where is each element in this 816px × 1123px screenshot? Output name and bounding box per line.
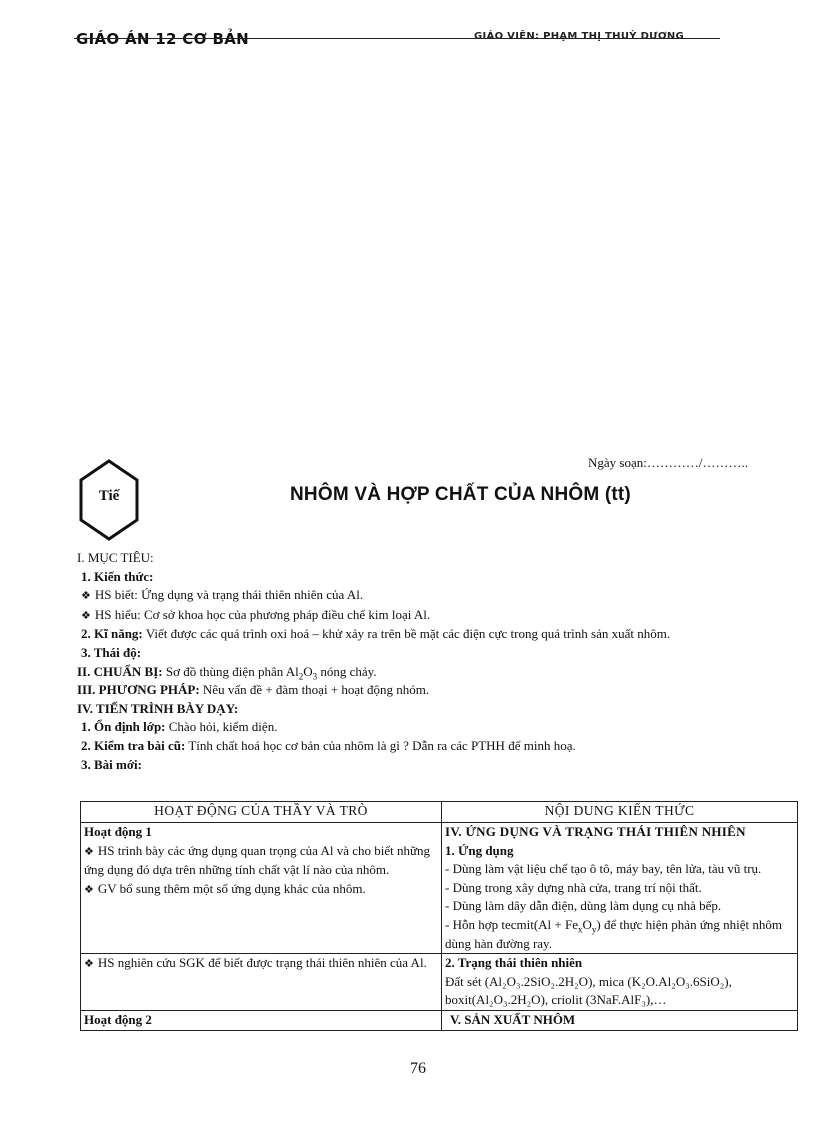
header-activities: HOẠT ĐỘNG CỦA THẦY VÀ TRÒ [81,802,442,823]
step1-label: 1. Ổn định lớp: [81,719,166,735]
objectives-heading: I. MỤC TIÊU: [77,550,154,565]
header-content: NỘI DUNG KIẾN THỨC [442,802,798,823]
application-line: - Dùng làm dây dẫn điện, dùng làm dụng cụ nhà bếp. [445,898,722,914]
activity1-title: Hoạt động 1 [84,824,152,839]
table-row [81,823,798,954]
activity-natural-cell [81,954,442,1011]
natural-state-line: boxit(Al₂O₃.2H₂O), criolit (3NaF.AlF₃),… [445,992,667,1008]
activity1-cell [81,823,442,954]
section-production: V. SẢN XUẤT NHÔM [442,1010,798,1030]
knowledge-item: HS hiểu: Cơ sở khoa học của phương pháp điều chế kim loại Al. [94,606,431,622]
lesson-title: NHÔM VÀ HỢP CHẤT CỦA NHÔM (tt) [290,484,631,505]
activity1-item: GV bổ sung thêm một số ứng dụng khác của nhôm. [97,880,366,896]
knowledge-item: HS biết: Ứng dụng và trạng thái thiên nhiên của Al. [94,587,364,603]
hexagon-label: Tiế [98,488,120,504]
process-heading: IV. TIẾN TRÌNH BÀY DẠY: [77,700,239,716]
header-left-title: GIÁO ÁN 12 CƠ BẢN [76,30,249,48]
step1-text: Chào hỏi, kiểm diện. [168,719,278,735]
step3-label: 3. Bài mới: [81,756,143,772]
subsection-applications: 1. Ứng dụng [445,842,514,858]
method-text: Nêu vấn đề + đàm thoại + hoạt động nhóm. [202,682,430,698]
activity2-title: Hoạt động 2 [81,1010,442,1030]
subsection-natural-state: 2. Trạng thái thiên nhiên [445,955,583,971]
diamond-bullet-icon: ❖ [81,609,91,622]
activity-natural-item: HS nghiên cứu SGK để biết được trạng thái thiên nhiên của Al. [97,955,427,971]
activity1-item: HS trình bày các ứng dụng quan trọng của Al và cho biết những ứng dụng đó dựa trên những tính chất vật lí nào của nhôm. [84,842,431,878]
preparation-label: II. CHUẨN BỊ: [77,663,163,679]
method-label: III. PHƯƠNG PHÁP: [77,682,200,698]
date-line: Ngày soạn:…………/……….. [588,455,748,470]
application-line: - Dùng làm vật liệu chế tạo ô tô, máy bay, tên lửa, tàu vũ trụ. [445,861,762,877]
step2-label: 2. Kiểm tra bài cũ: [81,737,186,753]
content1-cell [442,823,798,954]
lesson-table [80,801,798,1031]
content-natural-cell [442,954,798,1011]
page-number: 76 [410,1060,426,1077]
knowledge-label: 1. Kiến thức: [81,568,154,584]
diamond-bullet-icon: ❖ [84,883,94,896]
section-applications: IV. ỨNG DỤNG VÀ TRẠNG THÁI THIÊN NHIÊN [445,824,746,839]
table-header-row [81,802,798,823]
diamond-bullet-icon: ❖ [84,958,94,971]
table-row [81,1010,798,1030]
header-rule [74,38,720,39]
table-row [81,954,798,1011]
application-line: - Dùng trong xây dựng nhà cửa, trang trí nội thất. [445,879,702,895]
skills-text: Viết được các quá trình oxi hoá – khử xảy ra trên bề mặt các điện cực trong quá trình sản xuất nhôm. [145,626,671,642]
attitude-label: 3. Thái độ: [81,644,142,660]
natural-state-line: Đất sét (Al₂O₃.2SiO₂.2H₂O), mica (K₂O.Al₂O₃.6SiO₂), [445,973,732,989]
diamond-bullet-icon: ❖ [84,845,94,858]
preparation-text: Sơ đồ thùng điện phân $Al_2O_3$ nóng chảy. [165,663,377,682]
lesson-body [77,549,777,774]
header-teacher-name: GIÁO VIÊN: PHẠM THỊ THUỲ DƯƠNG [474,31,685,42]
diamond-bullet-icon: ❖ [81,590,91,603]
step2-text: Tính chất hoá học cơ bản của nhôm là gì ? Dẫn ra các PTHH để minh hoạ. [188,737,576,753]
skills-label: 2. Kĩ năng: [81,626,143,642]
application-line: - Hỗn hợp tecmit(Al + $Fe_xO_y$) để thực hiện phản ứng nhiệt nhôm dùng hàn đường ray. [445,916,782,951]
